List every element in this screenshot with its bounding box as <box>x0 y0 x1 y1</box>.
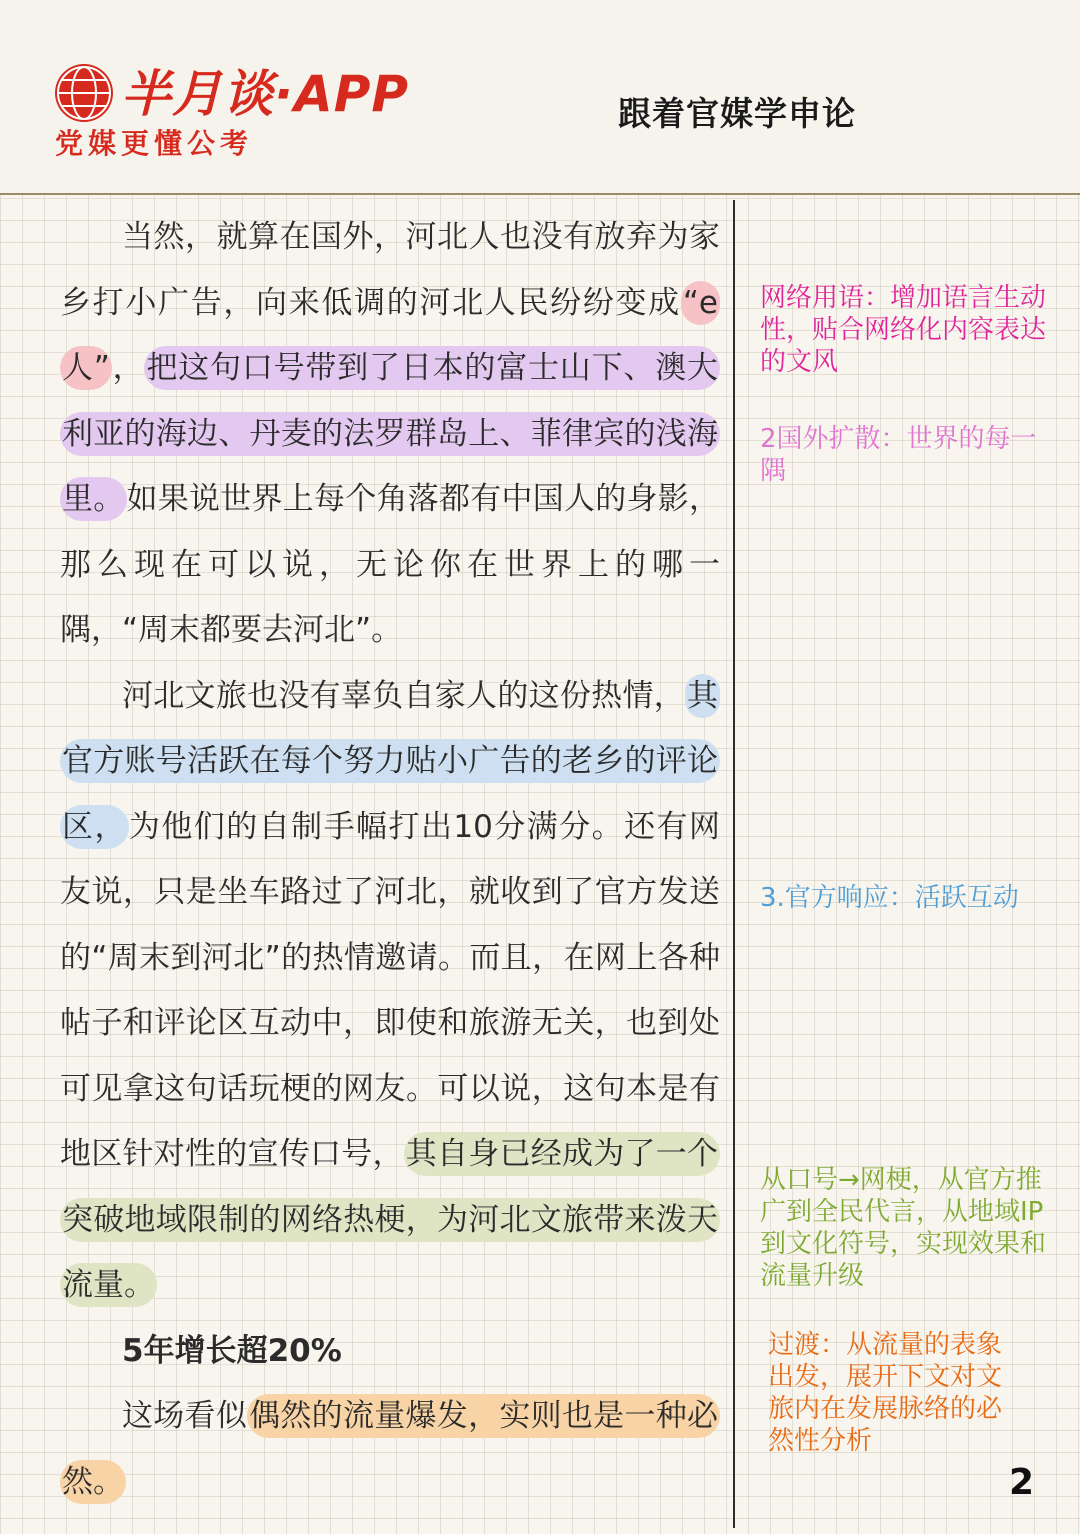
p3-text-a: 这场看似 <box>122 1398 248 1434</box>
note-transition: 过渡：从流量的表象出发，展开下文对文旅内在发展脉络的必然性分析 <box>768 1330 1003 1456</box>
highlight-inevitable: 偶然的流量爆发，实则也是一种必然。 <box>60 1394 720 1504</box>
page-number: 2 <box>1008 1462 1034 1503</box>
p2-text-a: 河北文旅也没有辜负自家人的这份热情， <box>122 677 685 714</box>
highlight-overseas: 把这句口号带到了日本的富士山下、澳大利亚的海边、丹麦的法罗群岛上、菲律宾的浅海里。 <box>60 346 720 521</box>
header <box>0 0 1080 195</box>
note-official-response: 3.官方响应：活跃互动 <box>760 883 1019 913</box>
note-upgrade: 从口号→网梗，从官方推广到全民代言，从地域IP到文化符号，实现效果和流量升级 <box>760 1165 1047 1291</box>
highlight-e-ren: “e人” <box>60 281 720 391</box>
highlight-official-account: 其官方账号活跃在每个努力贴小广告的老乡的评论区， <box>60 674 720 849</box>
note-network-language: 网络用语：增加语言生动性，贴合网络化内容表达的文风 <box>760 283 1047 377</box>
p1-text-b: ， <box>111 350 145 386</box>
globe-logo-icon <box>55 64 113 122</box>
paragraph-2 <box>60 664 720 1319</box>
brand-tagline: 党媒更懂公考 <box>55 127 254 160</box>
p1-text-a: 当然，就算在国外，河北人也没有放弃为家乡打小广告，向来低调的河北人民纷纷变成 <box>60 219 720 321</box>
article-body <box>60 205 720 1515</box>
p1-text-c: 如果说世界上每个角落都有中国人的身影，那么现在可以说，无论你在世界上的哪一隅，“周末都要去河北”。 <box>60 481 720 648</box>
brand-name: 半月谈·APP <box>121 65 409 123</box>
subheading: 5年增长超20% <box>122 1332 342 1369</box>
header-title: 跟着官媒学申论 <box>618 94 856 133</box>
p2-text-b: 为他们的自制手幅打出10分满分。还有网友说，只是坐车路过了河北，就收到了官方发送的“周末到河北”的热情邀请。而且，在网上各种帖子和评论区互动中，即使和旅游无关，也到处可见拿这句话玩梗的网友。可以说，这句本是有地区针对性的宣传口号， <box>60 808 720 1172</box>
paragraph-3 <box>60 1384 720 1515</box>
note-overseas-spread: 2国外扩散：世界的每一隅 <box>760 424 1037 486</box>
paragraph-1 <box>60 205 720 664</box>
column-divider <box>733 200 735 1528</box>
highlight-meme: 其自身已经成为了一个突破地域限制的网络热梗，为河北文旅带来泼天流量。 <box>60 1132 720 1307</box>
